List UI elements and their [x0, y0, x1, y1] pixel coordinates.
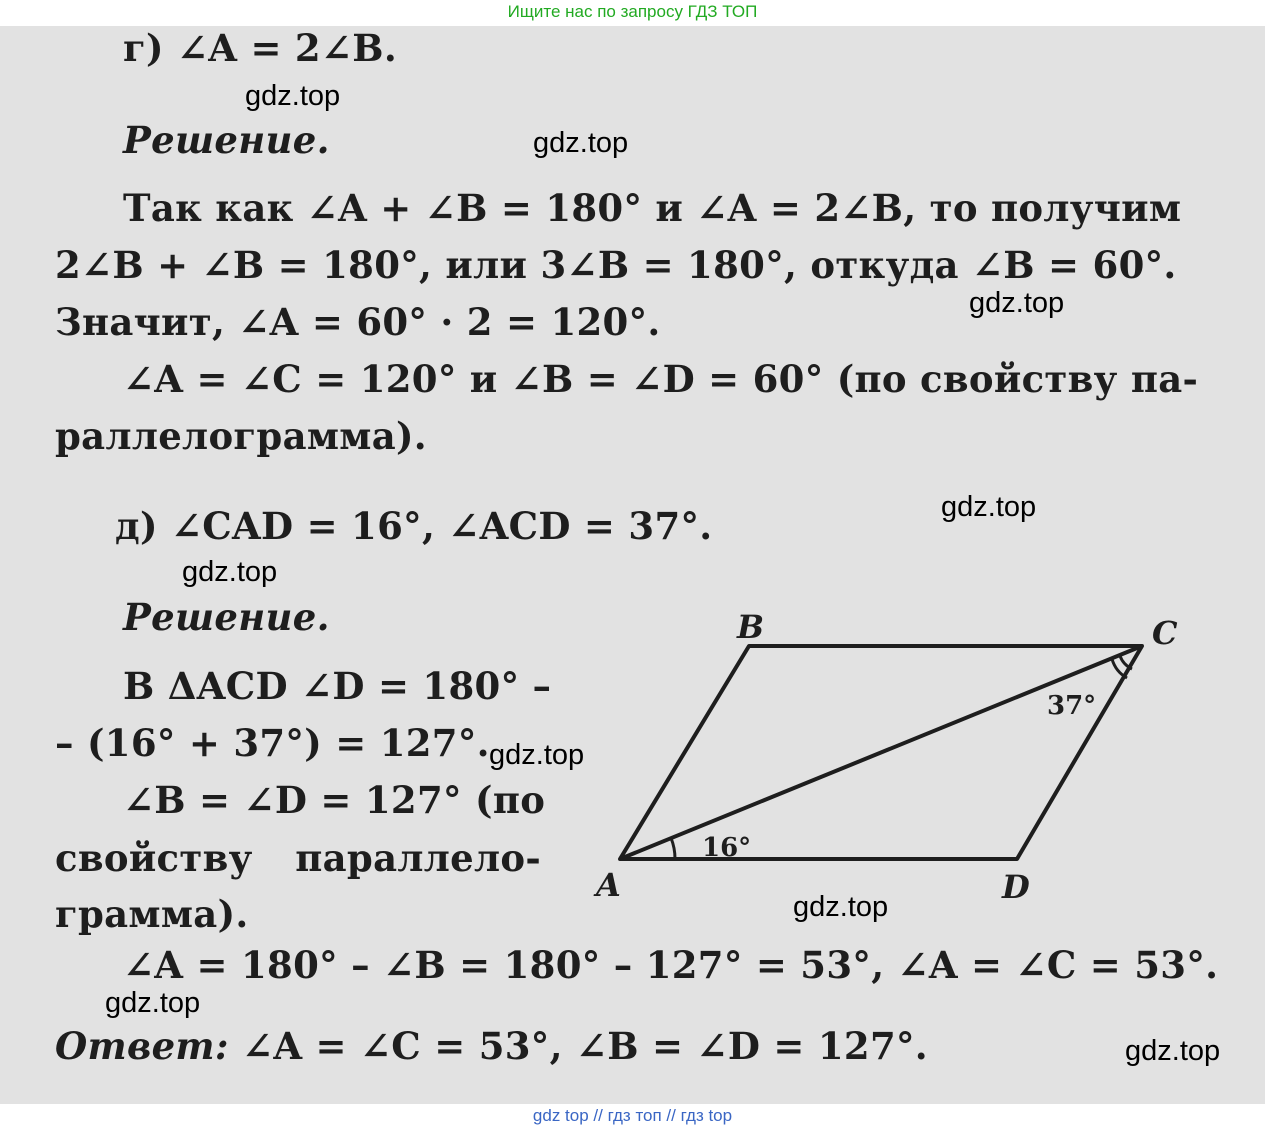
vertex-label-a: A: [596, 866, 621, 904]
part-d-condition: д) ∠CAD = 16°, ∠ACD = 37°.: [115, 504, 713, 548]
part-g-line-4: ∠A = ∠C = 120° и ∠B = ∠D = 60° (по свойству па-: [123, 357, 1199, 401]
angle-label-c: 37°: [1047, 691, 1097, 721]
watermark-3: gdz.top: [969, 287, 1065, 319]
angle-label-a: 16°: [702, 833, 752, 863]
part-g-condition: г) ∠A = 2∠B.: [123, 26, 398, 70]
answer-text: ∠A = ∠C = 53°, ∠B = ∠D = 127°.: [242, 1024, 928, 1068]
footer-links[interactable]: gdz top // гдз топ // гдз top: [532, 1106, 733, 1125]
watermark-1: gdz.top: [245, 80, 341, 112]
part-d-solution-heading: Решение.: [123, 595, 330, 639]
vertex-label-c: C: [1152, 614, 1178, 652]
part-d-line-3: ∠B = ∠D = 127° (по: [123, 778, 546, 822]
diagonal-ac: [620, 646, 1142, 859]
vertex-label-b: B: [737, 608, 765, 646]
vertex-label-d: D: [1002, 868, 1030, 906]
watermark-9: gdz.top: [1125, 1035, 1221, 1067]
top-banner: Ищите нас по запросу ГДЗ ТОП: [507, 2, 758, 21]
part-d-line-6: ∠A = 180° – ∠B = 180° – 127° = 53°, ∠A = ∠C = 53°.: [123, 943, 1219, 987]
part-d-line-2: – (16° + 37°) = 127°.: [55, 721, 490, 765]
part-d-line-4: свойству параллело-: [55, 836, 541, 880]
part-g-solution-heading: Решение.: [123, 118, 330, 162]
watermark-2: gdz.top: [533, 127, 629, 159]
answer-label: Ответ:: [55, 1024, 229, 1068]
part-d-line-5: грамма).: [55, 892, 249, 936]
watermark-6: gdz.top: [489, 739, 585, 771]
part-g-line-5: раллелограмма).: [55, 414, 427, 458]
part-d-line-1: В ΔACD ∠D = 180° –: [123, 664, 552, 708]
watermark-5: gdz.top: [182, 556, 278, 588]
part-g-line-1: Так как ∠A + ∠B = 180° и ∠A = 2∠B, то получим: [123, 186, 1182, 230]
part-g-line-2: 2∠B + ∠B = 180°, или 3∠B = 180°, откуда ∠B = 60°.: [55, 243, 1177, 287]
angle-arc-a: [671, 838, 675, 859]
watermark-8: gdz.top: [105, 987, 201, 1019]
watermark-7: gdz.top: [793, 891, 889, 923]
part-g-line-3: Значит, ∠A = 60° · 2 = 120°.: [55, 300, 661, 344]
watermark-4: gdz.top: [941, 491, 1037, 523]
